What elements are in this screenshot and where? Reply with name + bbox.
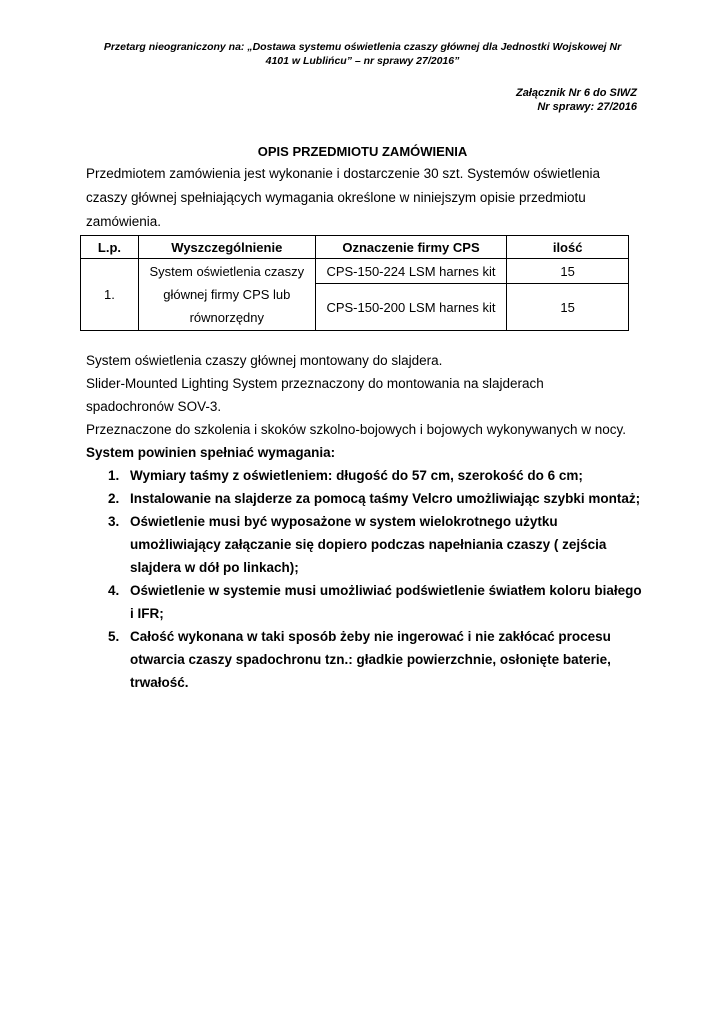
list-item	[86, 579, 642, 625]
cell-quantity: 15	[507, 259, 629, 284]
requirements-list	[86, 464, 642, 694]
list-item-number: 1.	[108, 468, 120, 483]
paragraph: Slider-Mounted Lighting System przeznaczony do montowania na slajderach spadochronów SOV-3.	[86, 376, 544, 414]
description-text	[86, 349, 634, 464]
list-item-text: Całość wykonana w taki sposób żeby nie ingerować i nie zakłócać procesu otwarcia czaszy spadochronu tzn.: gładkie powierzchnie, osłonięte baterie, trwałość.	[130, 629, 611, 690]
column-header-code: Oznaczenie firmy CPS	[315, 236, 507, 259]
list-item	[86, 625, 642, 694]
list-item	[86, 464, 642, 487]
cell-code: CPS-150-224 LSM harnes kit	[315, 259, 507, 284]
table-row	[81, 259, 629, 284]
list-item	[86, 487, 642, 510]
header-line-2: 4101 w Lublińcu” – nr sprawy 27/2016”	[265, 55, 460, 67]
annex-reference	[516, 86, 637, 114]
column-header-lp: L.p.	[81, 236, 139, 259]
intro-paragraph: Przedmiotem zamówienia jest wykonanie i dostarczenie 30 szt. Systemów oświetlenia czaszy głównej spełniających wymagania określone w niniejszym opisie przedmiotu zamówienia.	[86, 166, 600, 229]
requirements-heading: System powinien spełniać wymagania:	[86, 445, 336, 460]
cell-lp: 1.	[81, 259, 139, 331]
paragraph: Przeznaczone do szkolenia i skoków szkolno-bojowych i bojowych wykonywanych w nocy.	[86, 422, 626, 437]
list-item-text: Wymiary taśmy z oświetleniem: długość do 57 cm, szerokość do 6 cm;	[130, 468, 583, 483]
document-header	[80, 40, 645, 68]
cell-quantity: 15	[507, 284, 629, 331]
list-item-number: 5.	[108, 629, 120, 644]
column-header-description: Wyszczególnienie	[138, 236, 315, 259]
case-number: Nr sprawy: 27/2016	[537, 101, 637, 113]
column-header-quantity: ilość	[507, 236, 629, 259]
list-item-number: 4.	[108, 583, 120, 598]
list-item-text: Instalowanie na slajderze za pomocą taśmy Velcro umożliwiając szybki montaż;	[130, 491, 641, 506]
annex-label: Załącznik Nr 6 do SIWZ	[515, 87, 637, 99]
table-header-row	[81, 236, 629, 259]
list-item-text: Oświetlenie musi być wyposażone w system wielokrotnego użytku umożliwiający załączanie się dopiero podczas napełniania czaszy ( zejścia slajdera w dół po linkach);	[130, 514, 607, 575]
page-title: OPIS PRZEDMIOTU ZAMÓWIENIA	[257, 144, 468, 159]
list-item-number: 3.	[108, 514, 120, 529]
list-item-number: 2.	[108, 491, 120, 506]
cell-code: CPS-150-200 LSM harnes kit	[315, 284, 507, 331]
specification-table	[80, 235, 629, 331]
paragraph: System oświetlenia czaszy głównej montowany do slajdera.	[86, 353, 443, 368]
list-item-text: Oświetlenie w systemie musi umożliwiać podświetlenie światłem koloru białego i IFR;	[130, 583, 642, 621]
header-line-1: Przetarg nieograniczony na: „Dostawa systemu oświetlenia czaszy głównej dla Jednostki Wojskowej Nr	[103, 41, 622, 53]
cell-description: System oświetlenia czaszy głównej firmy CPS lub równorzędny	[138, 259, 315, 331]
list-item	[86, 510, 642, 579]
